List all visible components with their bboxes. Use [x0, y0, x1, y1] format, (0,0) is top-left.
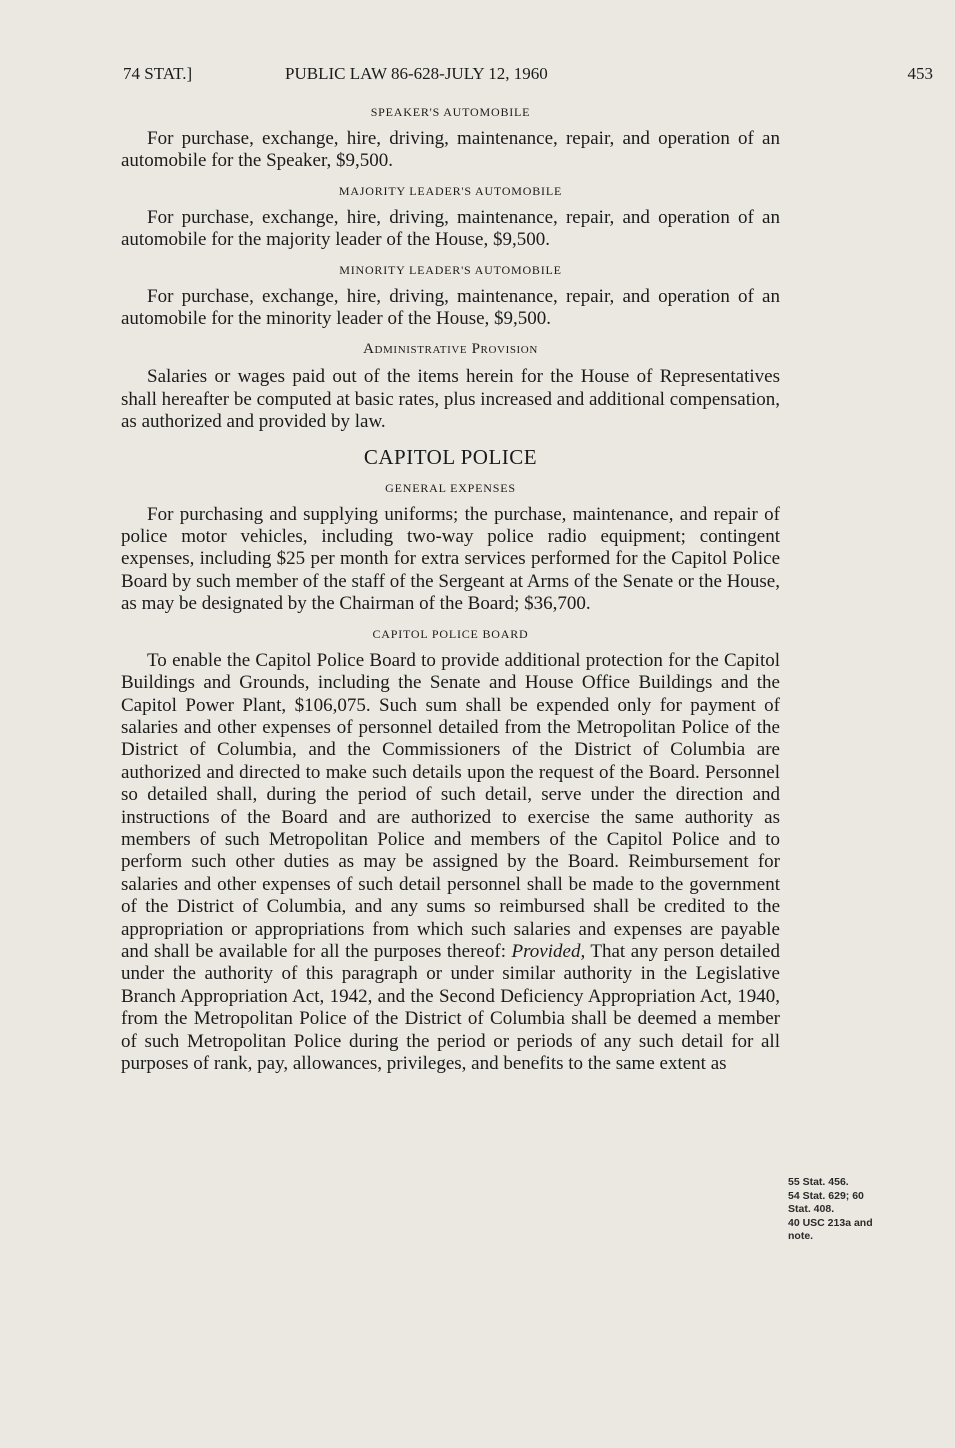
- paragraph-general-expenses: For purchasing and supplying uniforms; the purchase, maintenance, and repair of police motor vehicles, including two-way police radio equipment; contingent expenses, including $25 per month for extra services performed for the Capitol Police Board by such member of the staff of the Sergeant at Arms of the Senate or the House, as may be designated by the Chairman of the Board; $36,700.: [121, 503, 780, 615]
- section-heading-general-expenses: GENERAL EXPENSES: [385, 480, 516, 495]
- section-heading-capitol-police-board: CAPITOL POLICE BOARD: [372, 626, 529, 641]
- margin-note: Stat. 408.: [788, 1203, 835, 1215]
- paragraph-majority-leader-automobile: For purchase, exchange, hire, driving, maintenance, repair, and operation of an automobile for the majority leader of the House, $9,500.: [121, 206, 780, 251]
- margin-note: 40 USC 213a and: [788, 1216, 873, 1229]
- running-head: [123, 64, 933, 88]
- provided-keyword: Provided,: [511, 940, 586, 962]
- margin-note: note.: [788, 1230, 814, 1242]
- paragraph-speaker-automobile: For purchase, exchange, hire, driving, maintenance, repair, and operation of an automobile for the Speaker, $9,500.: [121, 128, 780, 172]
- margin-note: 55 Stat. 456.: [788, 1176, 849, 1188]
- section-heading-minority-leader: MINORITY LEADER'S AUTOMOBILE: [339, 262, 562, 277]
- paragraph-minority-leader-automobile: For purchase, exchange, hire, driving, maintenance, repair, and operation of an automobile for the minority leader of the House, $9,500.: [121, 285, 780, 330]
- paragraph-administrative-provision: Salaries or wages paid out of the items herein for the House of Representatives shall hereafter be computed at basic rates, plus increased and additional compensation, as authorized and provided by law.: [121, 366, 780, 433]
- page-number: 453: [907, 64, 933, 83]
- section-heading-speaker: SPEAKER'S AUTOMOBILE: [370, 105, 531, 119]
- margin-notes: [788, 1176, 938, 1244]
- paragraph-capitol-police-board: [121, 650, 780, 1076]
- volume-reference: 74 STAT.]: [123, 64, 193, 83]
- margin-note: 54 Stat. 629; 60: [788, 1189, 864, 1202]
- page-body: [121, 104, 780, 1085]
- board-text-before: To enable the Capitol Police Board to provide additional protection for the Capitol Buildings and Grounds, including the Senate and House Office Buildings and the Capitol Power Plant, $106,075. Such sum shall be expended only for payment of salaries and other expenses of personnel detailed from the Metropolitan Police of the District of Columbia, and the Commissioners of the District of Columbia are authorized and directed to make such details upon the request of the Board. Personnel so detailed shall, during the period of such detail, serve under the direction and instructions of the Board and are authorized to exercise the same authority as members of such Metropolitan Police and members of the Capitol Police and to perform such other duties as may be assigned by the Board. Reimbursement for salaries and other expenses of such detail personnel shall be made to the government of the District of Columbia, and any sums so reimbursed shall be credited to the appropriation or appropriations from which such salaries and expenses are payable and shall be available for all the purposes thereof:: [121, 649, 780, 962]
- board-text-after: That any person detailed under the authority of this paragraph or under similar authority in the Legislative Branch Appropriation Act, 1942, and the Second Deficiency Appropriation Act, 1940, from the Metropolitan Police of the District of Columbia shall be deemed a member of such Metropolitan Police during the period or periods of any such detail for all purposes of rank, pay, allowances, privileges, and benefits to the same extent as: [121, 940, 780, 1074]
- chapter-title-capitol-police: CAPITOL POLICE: [363, 444, 538, 469]
- law-citation: PUBLIC LAW 86-628-JULY 12, 1960: [285, 64, 548, 83]
- section-heading-administrative-provision: Administrative Provision: [363, 341, 538, 358]
- section-heading-majority-leader: MAJORITY LEADER'S AUTOMOBILE: [338, 183, 563, 198]
